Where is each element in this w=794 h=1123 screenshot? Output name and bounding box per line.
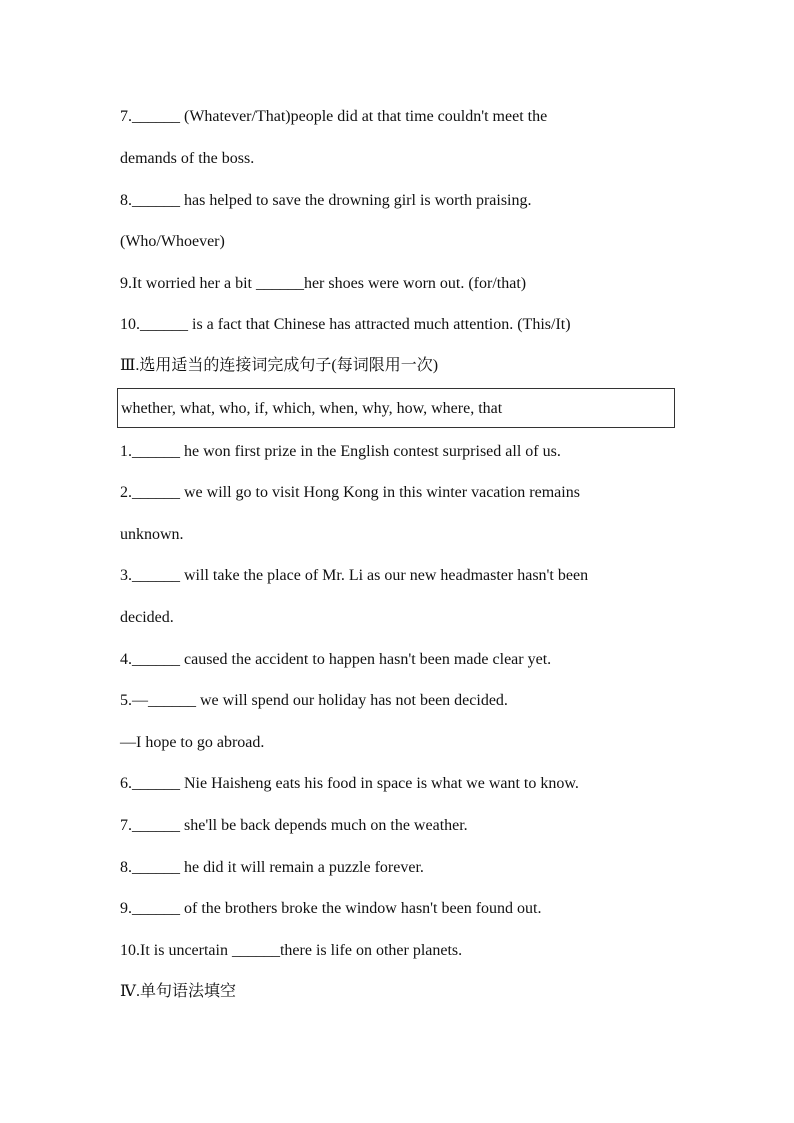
s3-question-4: 4.______ caused the accident to happen hasn't been made clear yet. — [120, 651, 552, 668]
question-7-line-2: demands of the boss. — [120, 150, 255, 167]
s3-question-7: 7.______ she'll be back depends much on the weather. — [120, 817, 468, 834]
question-7-line-1: 7.______ (Whatever/That)people did at that time couldn't meet the — [120, 108, 548, 125]
section-3-heading: Ⅲ.选用适当的连接词完成句子(每词限用一次) — [120, 357, 439, 374]
question-8-line-1: 8.______ has helped to save the drowning girl is worth praising. — [120, 192, 532, 209]
s3-question-3-line-2: decided. — [120, 609, 174, 626]
s3-question-1: 1.______ he won first prize in the English contest surprised all of us. — [120, 443, 561, 460]
s3-question-8: 8.______ he did it will remain a puzzle forever. — [120, 859, 424, 876]
s3-question-9: 9.______ of the brothers broke the window hasn't been found out. — [120, 900, 542, 917]
s3-question-3-line-1: 3.______ will take the place of Mr. Li as our new headmaster hasn't been — [120, 567, 589, 584]
section-4-heading: Ⅳ.单句语法填空 — [120, 983, 236, 1000]
s3-question-2-line-2: unknown. — [120, 526, 184, 543]
question-9: 9.It worried her a bit ______her shoes were worn out. (for/that) — [120, 275, 527, 292]
word-bank-box: whether, what, who, if, which, when, why, how, where, that — [117, 388, 675, 428]
question-8-line-2: (Who/Whoever) — [120, 233, 225, 250]
s3-question-6: 6.______ Nie Haisheng eats his food in space is what we want to know. — [120, 775, 579, 792]
s3-question-2-line-1: 2.______ we will go to visit Hong Kong in this winter vacation remains — [120, 484, 580, 501]
s3-question-5-line-2: —I hope to go abroad. — [120, 734, 265, 751]
question-10: 10.______ is a fact that Chinese has attracted much attention. (This/It) — [120, 316, 571, 333]
s3-question-5-line-1: 5.—______ we will spend our holiday has not been decided. — [120, 692, 508, 709]
s3-question-10: 10.It is uncertain ______there is life on other planets. — [120, 942, 463, 959]
